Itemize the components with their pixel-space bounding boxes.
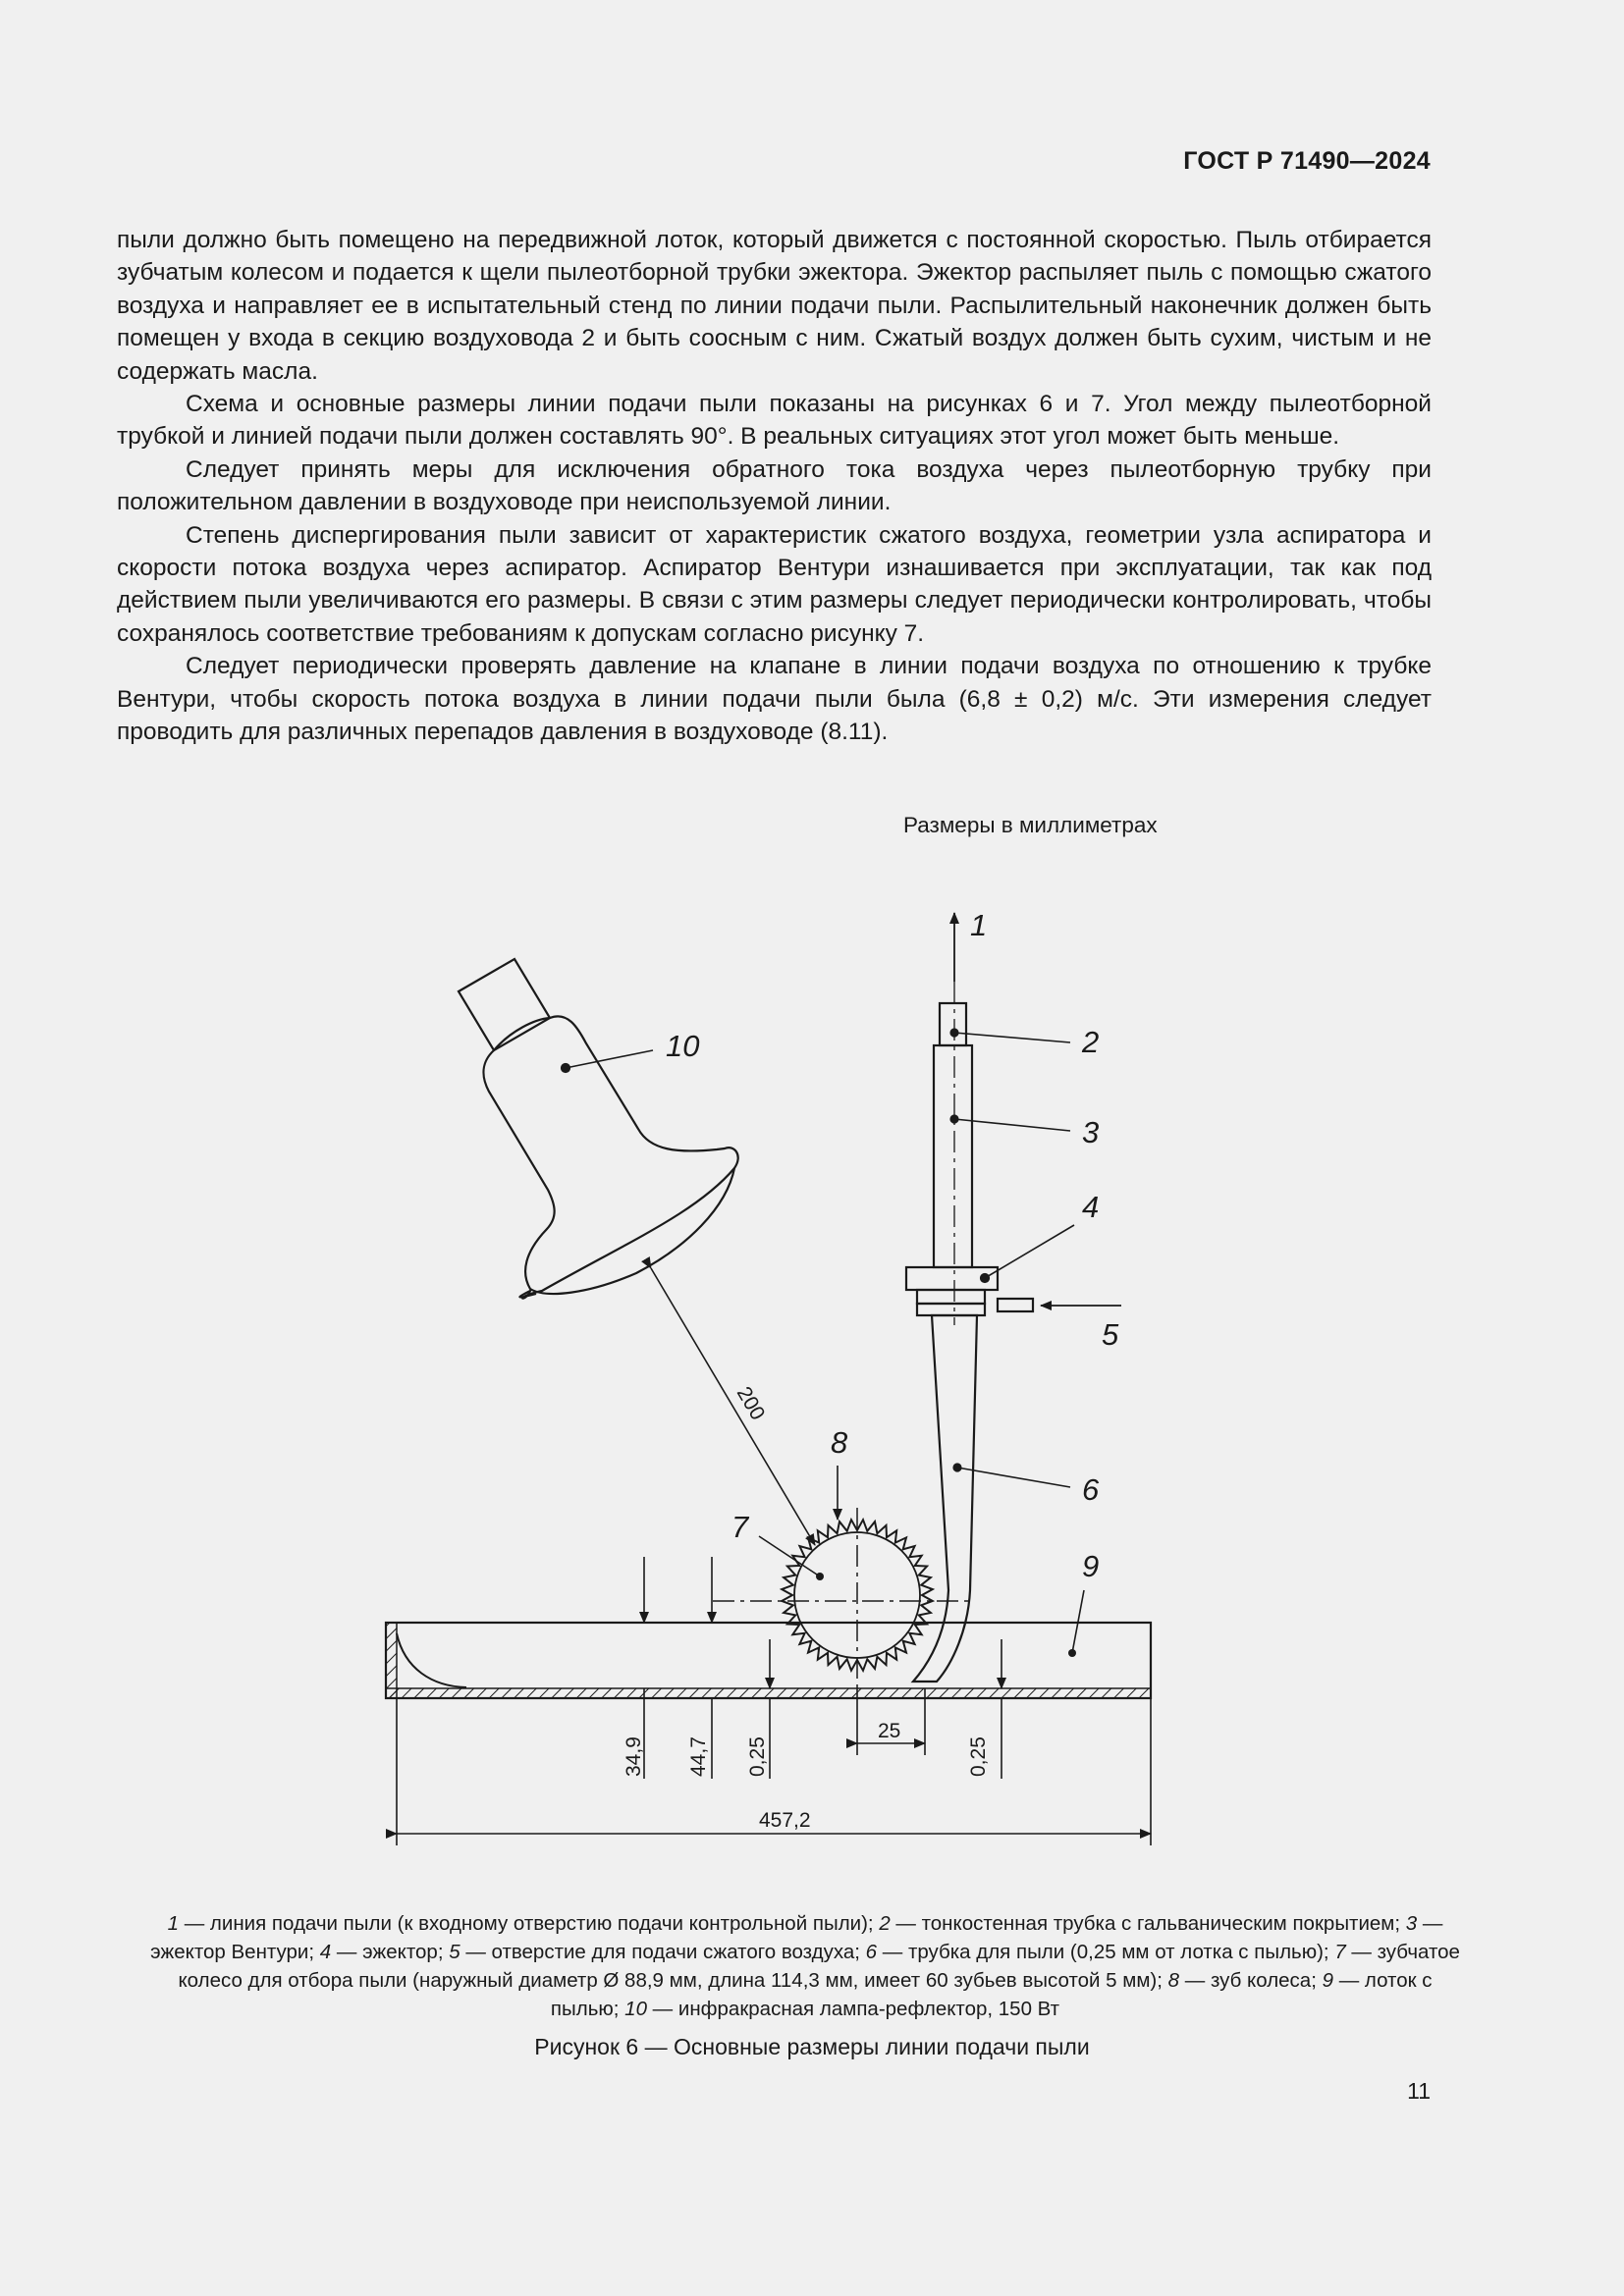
dim-34-9-label: 34,9 [623,1736,645,1777]
vertical-dimensions [397,1557,1151,1845]
callout-5: 5 [1102,1317,1119,1352]
legend-item: 3 — эжектор Вентури; [150,1912,1443,1963]
legend-item: 4 — эжектор; [319,1941,450,1963]
dust-tray [386,1623,1151,1698]
callout-2: 2 [1082,1025,1100,1059]
legend-item: 9 — лоток с пылью; [550,1969,1433,2020]
legend-item: 8 — зуб колеса; [1167,1969,1323,1992]
dim-457-2-label: 457,2 [759,1809,811,1832]
dim-200-label: 200 [731,1382,770,1424]
dim-44-7-label: 44,7 [687,1736,710,1777]
callout-9: 9 [1082,1549,1100,1583]
dimension-labels [623,1720,990,1832]
callout-10: 10 [666,1029,700,1063]
legend-item: 5 — отверстие для подачи сжатого воздуха; [449,1941,866,1963]
callout-6: 6 [1082,1472,1100,1507]
callout-numbers [666,908,1119,1583]
callout-3: 3 [1082,1115,1100,1149]
document-id: ГОСТ Р 71490—2024 [1183,147,1431,175]
callout-7: 7 [731,1510,749,1544]
paragraph: пыли должно быть помещено на передвижной лоток, который движется с постоянной скоростью. Пыль отбирается зубчатым колесом и подается к щели пылеотборной трубки эжектора. Эжектор распыляет пыль с помощью сжатого воздуха и направляет ее в испытательный стенд по линии подачи пыли. Распылительный наконечник должен быть помещен у входа в секцию воздуховода 2 и быть соосным с ним. Сжатый воздух должен быть сухим, чистым и не содержать масла. [117,227,1432,385]
legend-item: 10 — инфракрасная лампа-рефлектор, 150 Вт [624,1998,1060,2020]
callout-4: 4 [1082,1190,1100,1224]
paragraph: Схема и основные размеры линии подачи пыли показаны на рисунках 6 и 7. Угол между пылеотборной трубкой и линией подачи пыли должен составлять 90°. В реальных ситуациях этот угол может быть меньше. [117,391,1432,451]
units-note: Размеры в миллиметрах [903,813,1158,837]
callout-1: 1 [970,908,988,942]
paragraph: Следует принять меры для исключения обратного тока воздуха через пылеотборную трубку при положительном давлении в воздуховоде при неиспользуемой линии. [117,455,1432,516]
dimension-200 [651,1268,815,1545]
legend-item: 7 — зубчатое колесо для отбора пыли (наружный диаметр Ø 88,9 мм, длина 114,3 мм, имеет 60 зубьев высотой 5 мм); [178,1941,1460,1992]
legend-item: 1 — линия подачи пыли (к входному отверстию подачи контрольной пыли); [167,1912,880,1935]
paragraph: Степень диспергирования пыли зависит от характеристик сжатого воздуха, геометрии узла аспиратора и скорости потока воздуха через аспиратор. Аспиратор Вентури изнашивается при эксплуатации, так как под действием пыли увеличиваются его размеры. В связи с этим размеры следует периодически контролировать, чтобы сохранялось соответствие требованиям к допускам согласно рисунку 7. [117,521,1432,647]
figure-legend [147,1909,1463,2023]
figure-caption: Рисунок 6 — Основные размеры линии подачи пыли [534,2034,1090,2059]
dim-0-25-left-label: 0,25 [746,1736,769,1777]
toothed-wheel [713,1508,972,1688]
page-number: 11 [1407,2078,1431,2104]
callout-8: 8 [831,1425,848,1460]
dim-25-label: 25 [878,1720,901,1742]
infrared-lamp [459,959,738,1299]
dim-0-25-right-label: 0,25 [967,1736,990,1777]
paragraph: Следует периодически проверять давление на клапане в линии подачи воздуха по отношению к трубке Вентури, чтобы скорость потока воздуха в линии подачи пыли была (6,8 ± 0,2) м/с. Эти измерения следует проводить для различных перепадов давления в воздуховоде (8.11). [117,653,1432,746]
legend-item: 2 — тонкостенная трубка с гальваническим покрытием; [879,1912,1406,1935]
legend-item: 6 — трубка для пыли (0,25 мм от лотка с пылью); [865,1941,1335,1963]
